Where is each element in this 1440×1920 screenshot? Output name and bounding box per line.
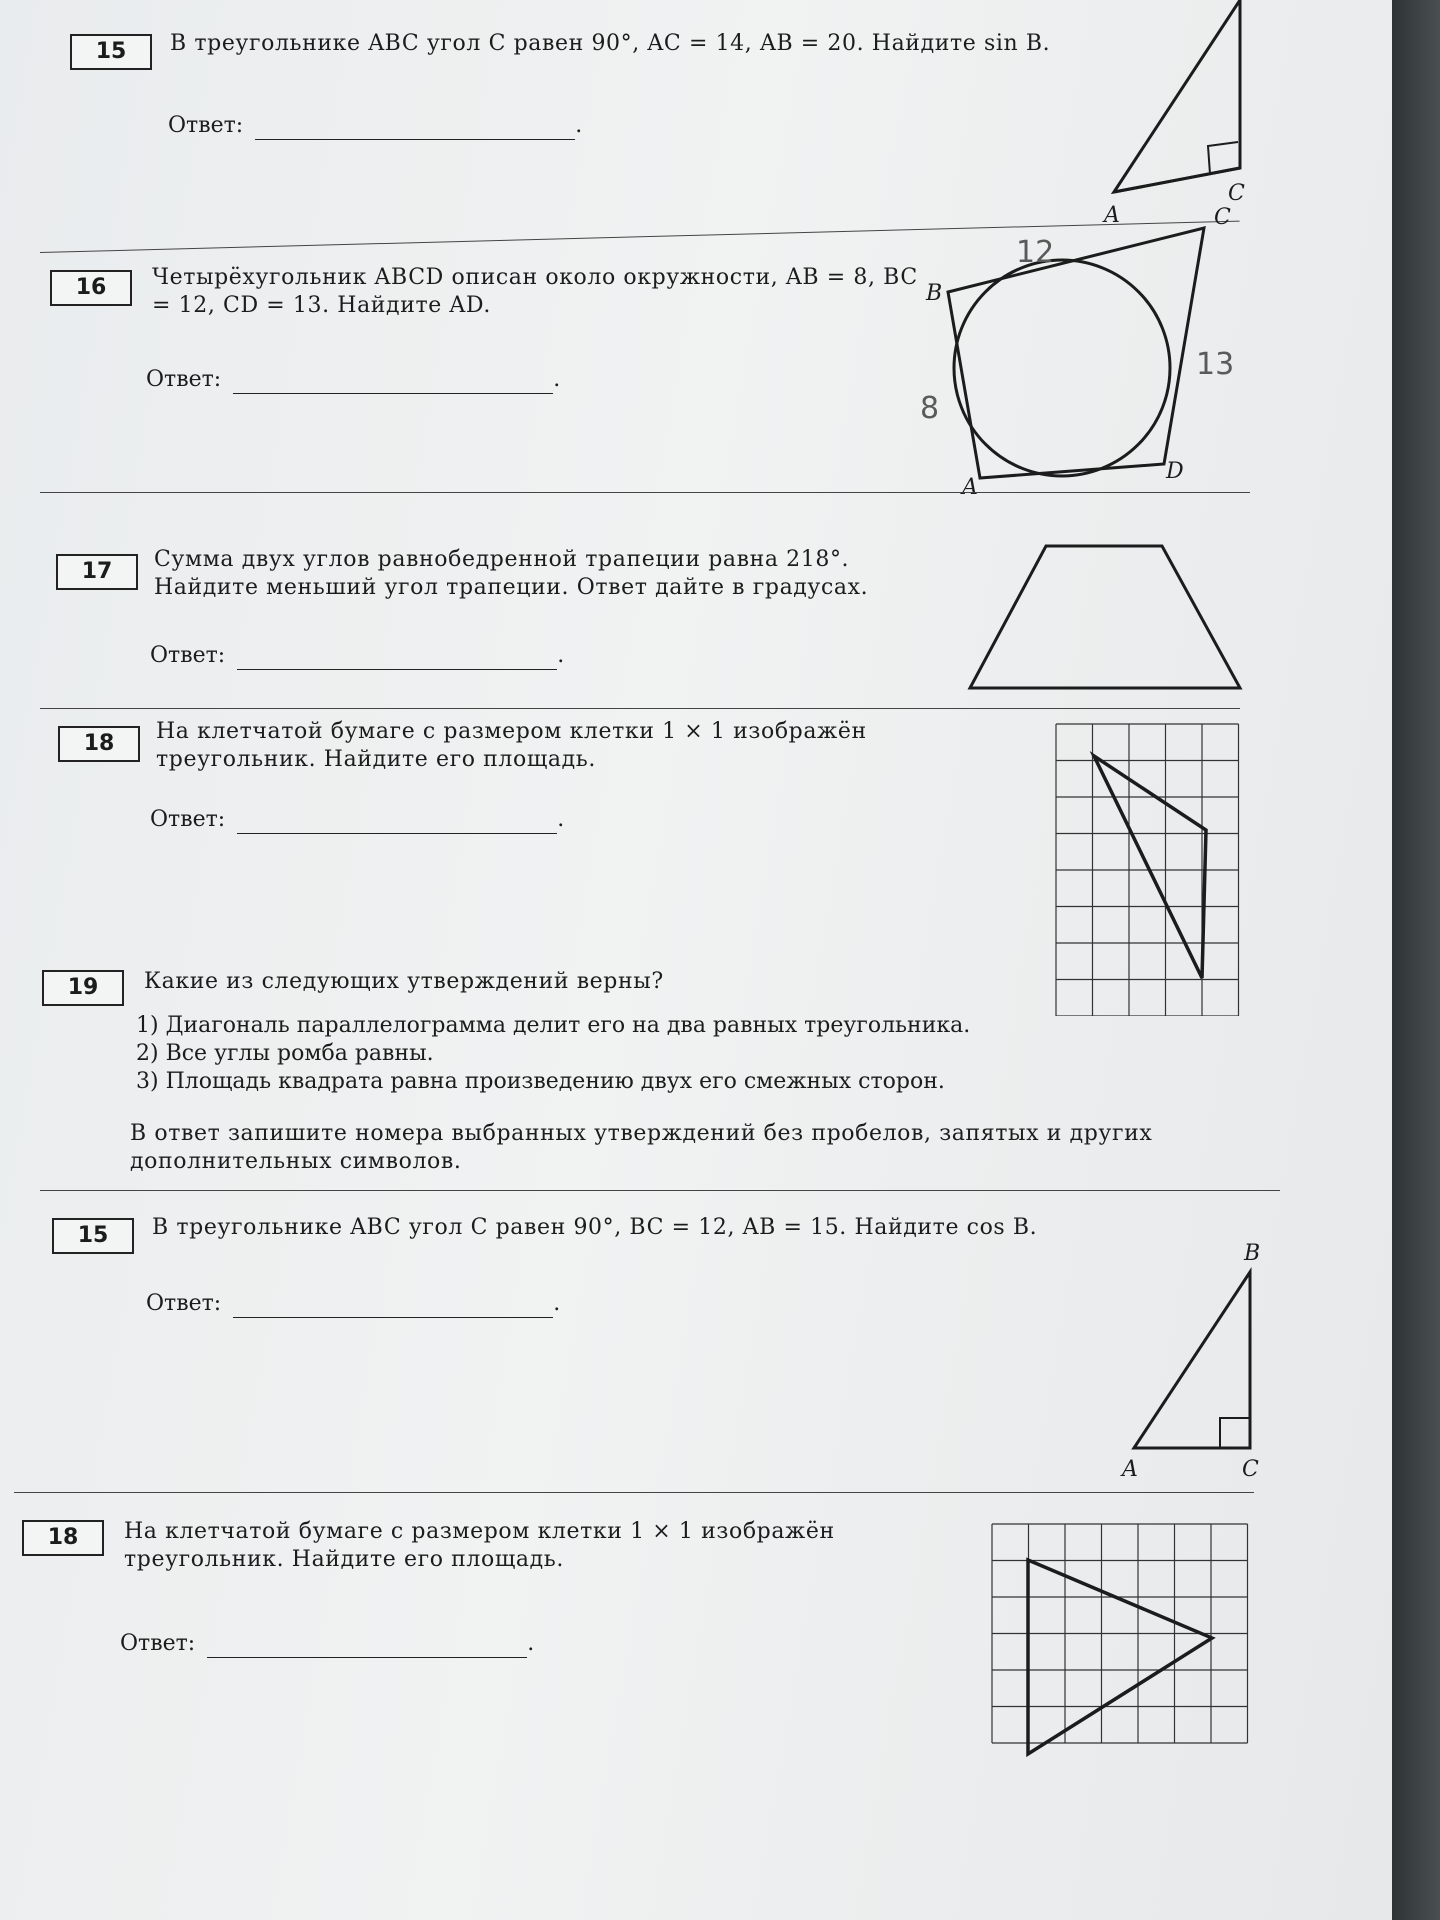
answer-field[interactable]: [255, 117, 575, 140]
task-instruction: В ответ запишите номера выбранных утверждений без пробелов, запятых и других дополнительных символов.: [130, 1121, 1153, 1174]
task-text: Сумма двух углов равнобедренной трапеции равна 218°. Найдите меньший угол трапеции. Ответ дайте в градусах.: [154, 547, 869, 600]
answer-row: [146, 366, 560, 394]
task-text: Четырёхугольник ABCD описан около окружности, AB = 8, BC = 12, CD = 13. Найдите AD.: [152, 265, 918, 318]
vertex-label: A: [962, 475, 978, 500]
vertex-label: A: [1104, 203, 1120, 228]
answer-field[interactable]: [237, 811, 557, 834]
task-number: 15: [70, 34, 152, 70]
task-text: На клетчатой бумаге с размером клетки 1 × 1 изображён треугольник. Найдите его площадь.: [124, 1519, 835, 1572]
vertex-label: B: [1244, 1241, 1261, 1266]
right-triangle-figure-15b: [1110, 1236, 1270, 1484]
inscribed-circle-quadrilateral-figure: [920, 200, 1240, 500]
statement-item: 1) Диагональ параллелограмма делит его на два равных треугольника.: [136, 1013, 971, 1038]
answer-field[interactable]: [233, 1295, 553, 1318]
answer-field[interactable]: [207, 1635, 527, 1658]
statement-item: 2) Все углы ромба равны.: [136, 1041, 434, 1066]
task-text: На клетчатой бумаге с размером клетки 1 × 1 изображён треугольник. Найдите его площадь.: [156, 719, 867, 772]
grid-triangle-figure-1: [1048, 720, 1252, 1016]
answer-dot: .: [553, 1291, 561, 1316]
answer-label: Ответ:: [120, 1631, 196, 1656]
answer-label: Ответ:: [150, 643, 226, 668]
section-divider: [40, 708, 1240, 709]
vertex-label: C: [1214, 205, 1231, 230]
statement-list: [136, 1012, 1236, 1096]
answer-dot: .: [557, 643, 565, 668]
answer-label: Ответ:: [146, 367, 222, 392]
task-text: В треугольнике ABC угол C равен 90°, AC = 14, AB = 20. Найдите sin B.: [170, 31, 1051, 56]
handwritten-note: 8: [920, 391, 940, 426]
task-number: 15: [52, 1218, 134, 1254]
section-divider: [40, 1190, 1280, 1191]
desk-background: [1392, 0, 1440, 1920]
answer-row: [120, 1630, 534, 1658]
answer-dot: .: [575, 113, 583, 138]
grid-triangle-figure-2: [988, 1518, 1254, 1766]
answer-dot: .: [527, 1631, 535, 1656]
statement-item: 3) Площадь квадрата равна произведению двух его смежных сторон.: [136, 1069, 945, 1094]
task-number: 18: [58, 726, 140, 762]
right-triangle-figure-15a: [1090, 0, 1290, 230]
answer-row: [150, 806, 564, 834]
answer-label: Ответ:: [168, 113, 244, 138]
answer-row: [146, 1290, 560, 1318]
answer-label: Ответ:: [150, 807, 226, 832]
answer-row: [168, 112, 582, 140]
vertex-label: C: [1242, 1457, 1259, 1482]
task-number: 16: [50, 270, 132, 306]
task-text: Какие из следующих утверждений верны?: [144, 969, 664, 994]
answer-row: [150, 642, 564, 670]
section-divider: [40, 492, 1250, 493]
answer-field[interactable]: [237, 647, 557, 670]
task-number: 17: [56, 554, 138, 590]
task-text: В треугольнике ABC угол C равен 90°, BC = 12, AB = 15. Найдите cos B.: [152, 1215, 1038, 1240]
answer-label: Ответ:: [146, 1291, 222, 1316]
vertex-label: C: [1228, 181, 1245, 206]
answer-field[interactable]: [233, 371, 553, 394]
vertex-label: A: [1122, 1457, 1138, 1482]
answer-dot: .: [557, 807, 565, 832]
vertex-label: D: [1166, 459, 1184, 484]
task-number: 18: [22, 1520, 104, 1556]
section-divider: [14, 1492, 1254, 1493]
handwritten-note: 13: [1196, 347, 1235, 382]
vertex-label: B: [926, 281, 943, 306]
handwritten-note: 12: [1016, 235, 1055, 270]
task-number: 19: [42, 970, 124, 1006]
isosceles-trapezoid-figure: [966, 540, 1246, 700]
answer-dot: .: [553, 367, 561, 392]
